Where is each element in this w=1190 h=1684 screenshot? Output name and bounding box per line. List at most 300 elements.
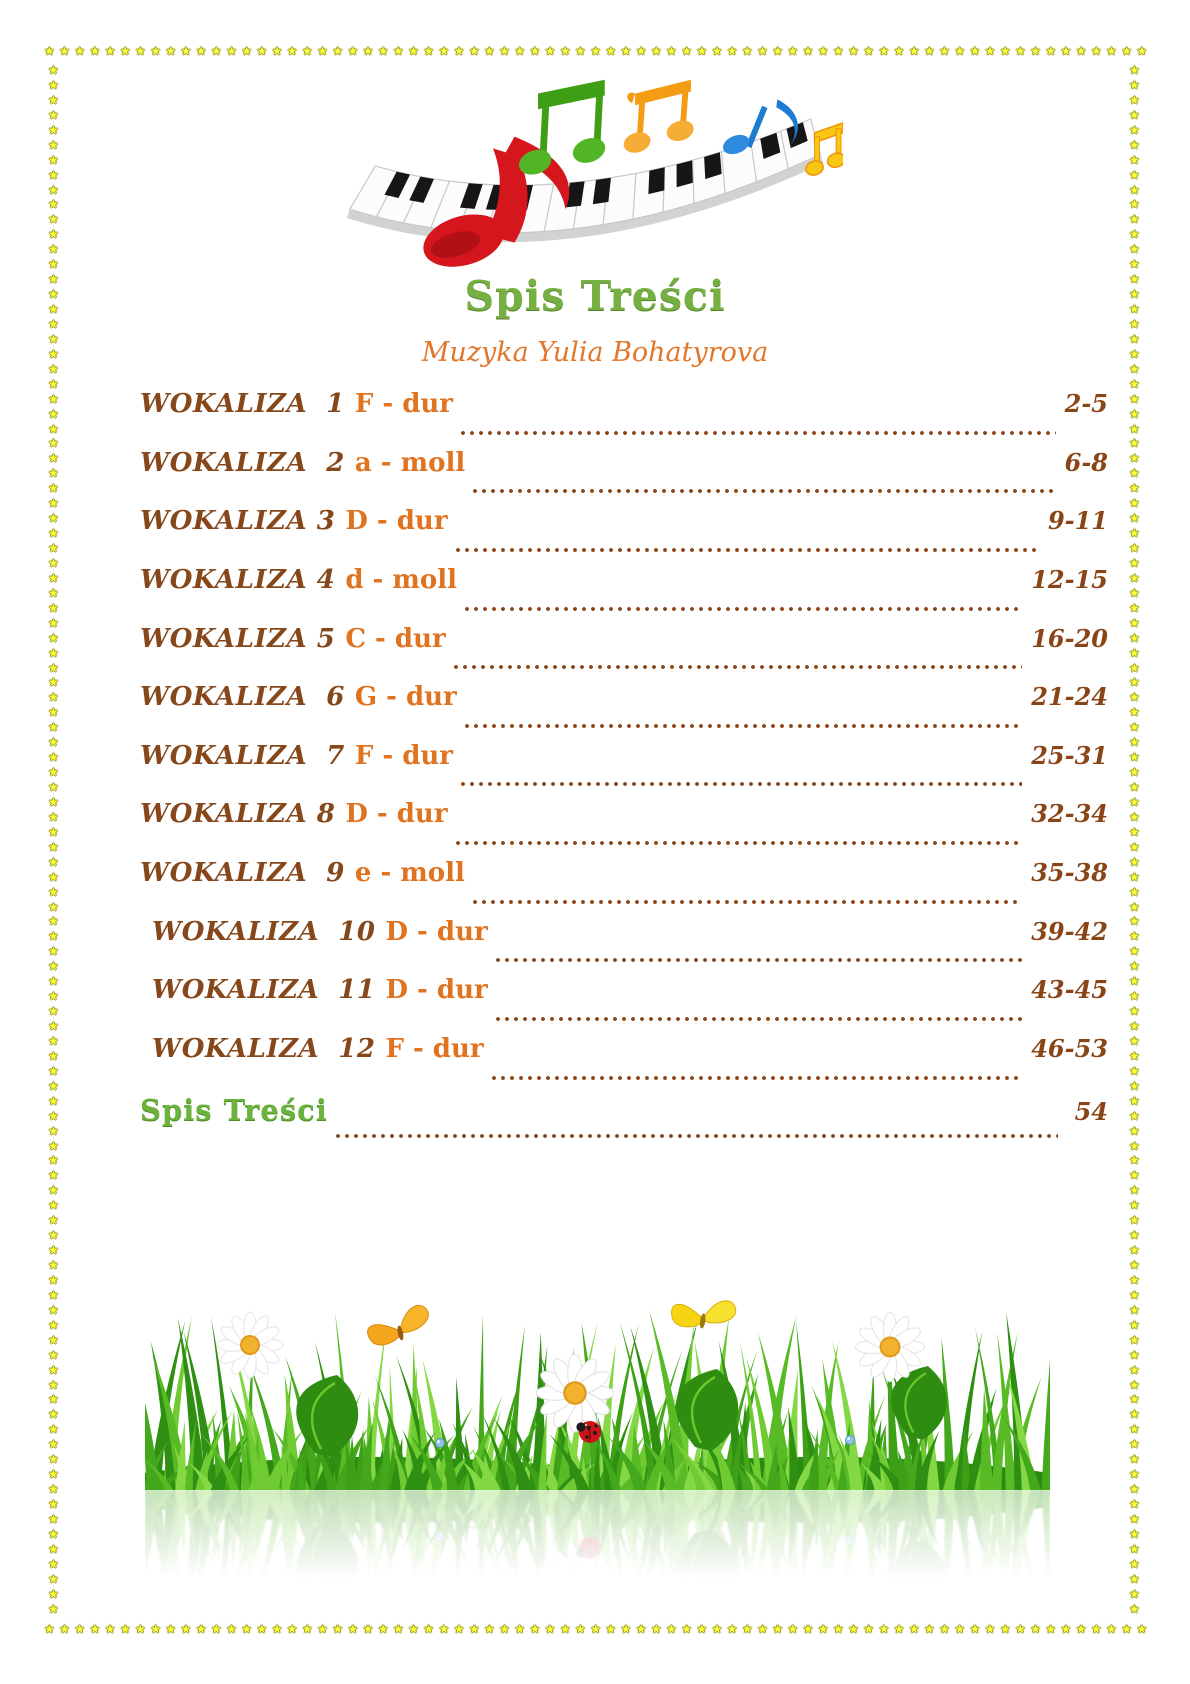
toc-entry-key: e - moll [354, 858, 465, 889]
toc-entry-key: d - moll [345, 564, 457, 595]
border-star-icon: ★ [48, 361, 59, 376]
border-star-icon: ★ [1129, 316, 1140, 331]
border-star-icon: ★ [48, 1571, 59, 1586]
border-star-icon: ★ [438, 44, 450, 58]
border-star-icon: ★ [1129, 1048, 1140, 1063]
toc-entry[interactable] [140, 448, 1108, 507]
border-star-icon: ★ [1075, 44, 1087, 58]
border-star-icon: ★ [1129, 272, 1140, 287]
border-star-icon: ★ [48, 959, 59, 974]
border-star-icon: ★ [1129, 92, 1140, 107]
border-star-icon: ★ [1060, 44, 1072, 58]
border-star-icon: ★ [241, 44, 252, 58]
border-star-icon: ★ [423, 44, 435, 58]
border-star-icon: ★ [1129, 1497, 1140, 1511]
border-star-icon: ★ [119, 44, 131, 58]
border-star-icon: ★ [48, 555, 59, 570]
toc-entry[interactable] [140, 1093, 1108, 1152]
border-star-icon: ★ [48, 257, 59, 272]
border-star-icon: ★ [256, 1622, 268, 1636]
border-star-icon: ★ [893, 44, 905, 58]
border-star-icon: ★ [48, 884, 59, 899]
border-star-icon: ★ [48, 839, 59, 854]
border-star-icon: ★ [286, 44, 298, 58]
border-star-icon: ★ [1129, 1556, 1140, 1571]
toc-entry-pages: 9-11 [1047, 506, 1108, 536]
border-star-icon: ★ [1075, 1622, 1087, 1636]
border-star-icon: ★ [772, 1622, 784, 1636]
border-star-icon: ★ [1129, 854, 1140, 869]
border-star-icon: ★ [48, 1452, 59, 1467]
border-star-icon: ★ [1129, 720, 1140, 735]
border-star-icon: ★ [1030, 1622, 1041, 1636]
border-star-icon: ★ [1129, 1019, 1140, 1033]
border-star-icon: ★ [48, 809, 59, 824]
toc-entry[interactable] [140, 917, 1108, 976]
border-star-icon: ★ [48, 1198, 59, 1213]
border-star-icon: ★ [48, 630, 59, 645]
border-star-icon: ★ [1136, 44, 1148, 58]
toc-entry-name: WOKALIZA 9 [140, 858, 345, 889]
toc-entry-pages: 16-20 [1031, 623, 1108, 653]
toc-entry-pages: 6-8 [1064, 447, 1108, 477]
border-star-icon: ★ [1129, 1467, 1140, 1482]
border-star-icon: ★ [1129, 750, 1140, 765]
border-star-icon: ★ [1129, 1004, 1140, 1019]
border-star-icon: ★ [1129, 660, 1140, 675]
toc-dotted-leader [494, 954, 1023, 966]
border-star-icon: ★ [1129, 824, 1140, 839]
border-star-icon: ★ [48, 1272, 59, 1287]
border-star-icon: ★ [48, 780, 59, 794]
border-star-icon: ★ [48, 1482, 59, 1497]
border-star-icon: ★ [48, 167, 59, 182]
toc-entry[interactable] [140, 682, 1108, 741]
border-star-icon: ★ [195, 1622, 207, 1636]
border-star-icon: ★ [438, 1622, 450, 1636]
border-star-icon: ★ [1129, 914, 1140, 929]
toc-entry-key: D - dur [385, 975, 488, 1006]
border-star-icon: ★ [317, 44, 328, 58]
border-star-icon: ★ [48, 391, 59, 406]
border-star-icon: ★ [1129, 1437, 1140, 1452]
border-star-icon: ★ [48, 1511, 59, 1526]
border-star-icon: ★ [48, 690, 59, 705]
border-star-icon: ★ [48, 526, 59, 541]
border-star-icon: ★ [48, 466, 59, 481]
ladybug-icon [576, 1537, 601, 1559]
border-star-icon: ★ [48, 1063, 59, 1078]
toc-entry[interactable] [140, 624, 1108, 683]
border-star-icon: ★ [362, 44, 374, 58]
border-star-icon: ★ [271, 1622, 283, 1636]
border-star-icon: ★ [529, 44, 541, 58]
border-star-icon: ★ [939, 44, 950, 58]
border-star-icon: ★ [48, 197, 59, 212]
border-star-icon: ★ [681, 1622, 692, 1636]
border-star-icon: ★ [544, 44, 556, 58]
border-star-icon: ★ [772, 44, 784, 58]
border-star-icon: ★ [165, 44, 177, 58]
leaf-icon [891, 1540, 947, 1598]
toc-entry-name: WOKALIZA 6 [140, 682, 345, 713]
border-star-icon: ★ [1060, 1622, 1072, 1636]
green-note-icon [515, 80, 608, 179]
border-star-icon: ★ [832, 44, 844, 58]
border-star-icon: ★ [1129, 1228, 1140, 1243]
border-star-icon: ★ [681, 44, 692, 58]
border-star-icon: ★ [317, 1622, 328, 1636]
border-star-icon: ★ [48, 1377, 59, 1392]
border-star-icon: ★ [741, 44, 753, 58]
dewdrop-icon [436, 1533, 445, 1542]
border-star-icon: ★ [590, 44, 601, 58]
border-star-icon: ★ [48, 899, 59, 914]
border-star-icon: ★ [1129, 227, 1140, 242]
border-star-icon: ★ [1129, 182, 1140, 197]
border-star-icon: ★ [666, 1622, 677, 1636]
border-star-icon: ★ [226, 1622, 237, 1636]
border-star-icon: ★ [1129, 1168, 1140, 1183]
border-star-icon: ★ [48, 735, 59, 750]
border-star-icon: ★ [48, 914, 59, 929]
border-star-icon: ★ [620, 1622, 632, 1636]
toc-entry-name: WOKALIZA 7 [140, 740, 345, 771]
border-star-icon: ★ [1129, 645, 1140, 660]
border-star-icon: ★ [620, 44, 632, 58]
border-star-icon: ★ [48, 824, 59, 839]
toc-dotted-leader [490, 1072, 1023, 1084]
border-star-icon: ★ [1015, 1622, 1026, 1636]
border-star-icon: ★ [1129, 1108, 1140, 1123]
border-star-icon: ★ [347, 1622, 359, 1636]
toc-entry-name: WOKALIZA 1 [140, 389, 345, 419]
border-star-icon: ★ [1129, 1347, 1140, 1362]
toc-entry-pages: 35-38 [1031, 858, 1108, 888]
leaf-icon [676, 1529, 738, 1598]
border-star-icon: ★ [48, 376, 59, 391]
toc-dotted-leader [471, 896, 1022, 908]
daisy-flower-icon [217, 1312, 283, 1378]
orange-note-icon [621, 80, 696, 156]
border-star-icon: ★ [48, 481, 59, 496]
border-star-icon: ★ [514, 44, 526, 58]
border-star-icon: ★ [48, 1153, 59, 1168]
toc-entry-name: WOKALIZA 12 [152, 1034, 376, 1065]
star-border-bottom [44, 1623, 1148, 1639]
ladybug-icon [576, 1421, 601, 1443]
toc-entry-key: F - dur [354, 740, 453, 771]
page-title: Spis Treści [464, 272, 726, 320]
border-star-icon: ★ [1129, 1422, 1140, 1437]
border-star-icon: ★ [1129, 600, 1140, 615]
border-star-icon: ★ [104, 44, 116, 58]
border-star-icon: ★ [377, 44, 389, 58]
grass-illustration-icon [145, 1285, 1050, 1490]
border-star-icon: ★ [1129, 1362, 1140, 1377]
border-star-icon: ★ [48, 1108, 59, 1123]
toc-entry-pages: 46-53 [1031, 1034, 1108, 1064]
border-star-icon: ★ [48, 765, 59, 780]
border-star-icon: ★ [1129, 1153, 1140, 1168]
border-star-icon: ★ [483, 44, 495, 58]
border-star-icon: ★ [48, 854, 59, 869]
border-star-icon: ★ [1129, 780, 1140, 794]
border-star-icon: ★ [48, 406, 59, 421]
border-star-icon: ★ [210, 1622, 222, 1636]
toc-entry-name: WOKALIZA 8 [140, 799, 336, 830]
border-star-icon: ★ [757, 1622, 768, 1636]
border-star-icon: ★ [332, 1622, 344, 1636]
border-star-icon: ★ [878, 1622, 890, 1636]
piano-keyboard-illustration [338, 70, 843, 270]
border-star-icon: ★ [1129, 869, 1140, 884]
border-star-icon: ★ [48, 346, 59, 361]
border-star-icon: ★ [48, 1437, 59, 1452]
toc-entry-name: WOKALIZA 10 [152, 916, 376, 947]
border-star-icon: ★ [332, 44, 344, 58]
grass-footer-illustration [145, 1285, 1050, 1490]
border-star-icon: ★ [48, 869, 59, 884]
border-star-icon: ★ [1129, 615, 1140, 630]
border-star-icon: ★ [89, 44, 101, 58]
butterfly-icon [670, 1293, 737, 1333]
border-star-icon: ★ [1045, 1622, 1057, 1636]
toc-entry-key: G - dur [354, 682, 457, 713]
toc-entry[interactable] [140, 741, 1108, 800]
border-star-icon: ★ [666, 44, 677, 58]
border-star-icon: ★ [48, 421, 59, 436]
border-star-icon: ★ [48, 122, 59, 137]
border-star-icon: ★ [1129, 1183, 1140, 1198]
toc-entry[interactable] [140, 975, 1108, 1034]
border-star-icon: ★ [1129, 421, 1140, 436]
border-star-icon: ★ [817, 1622, 829, 1636]
border-star-icon: ★ [48, 1407, 59, 1422]
border-star-icon: ★ [1129, 1063, 1140, 1078]
toc-entry-pages: 2-5 [1064, 389, 1108, 418]
border-star-icon: ★ [954, 1622, 966, 1636]
border-star-icon: ★ [999, 44, 1011, 58]
border-star-icon: ★ [757, 44, 768, 58]
border-star-icon: ★ [787, 44, 799, 58]
border-star-icon: ★ [48, 331, 59, 346]
border-star-icon: ★ [635, 1622, 647, 1636]
border-star-icon: ★ [1129, 63, 1140, 77]
butterfly-icon [364, 1304, 433, 1348]
border-star-icon: ★ [1129, 675, 1140, 690]
border-star-icon: ★ [984, 44, 996, 58]
toc-entry[interactable] [140, 1034, 1108, 1093]
toc-entry[interactable] [140, 506, 1108, 565]
border-star-icon: ★ [1129, 944, 1140, 959]
border-star-icon: ★ [1129, 1093, 1140, 1108]
border-star-icon: ★ [1129, 899, 1140, 914]
border-star-icon: ★ [48, 600, 59, 615]
border-star-icon: ★ [1129, 1198, 1140, 1213]
border-star-icon: ★ [408, 44, 419, 58]
border-star-icon: ★ [1129, 1287, 1140, 1302]
border-star-icon: ★ [1129, 361, 1140, 376]
border-star-icon: ★ [1090, 44, 1102, 58]
border-star-icon: ★ [347, 44, 359, 58]
border-star-icon: ★ [1129, 929, 1140, 944]
border-star-icon: ★ [1129, 1511, 1140, 1526]
border-star-icon: ★ [48, 137, 59, 152]
border-star-icon: ★ [954, 44, 966, 58]
border-star-icon: ★ [226, 44, 237, 58]
border-star-icon: ★ [377, 1622, 389, 1636]
toc-entry[interactable] [140, 858, 1108, 917]
border-star-icon: ★ [48, 750, 59, 765]
border-star-icon: ★ [1129, 1078, 1140, 1093]
border-star-icon: ★ [1129, 152, 1140, 167]
border-star-icon: ★ [1129, 630, 1140, 645]
border-star-icon: ★ [1129, 331, 1140, 346]
toc-entry-key: F - dur [354, 389, 453, 419]
border-star-icon: ★ [1129, 765, 1140, 780]
border-star-icon: ★ [499, 44, 510, 58]
border-star-icon: ★ [1129, 526, 1140, 541]
border-star-icon: ★ [802, 44, 814, 58]
border-star-icon: ★ [48, 1526, 59, 1541]
border-star-icon: ★ [1129, 1258, 1140, 1272]
border-star-icon: ★ [1106, 44, 1117, 58]
border-star-icon: ★ [392, 1622, 404, 1636]
border-star-icon: ★ [468, 1622, 480, 1636]
border-star-icon: ★ [984, 1622, 996, 1636]
border-star-icon: ★ [1129, 1317, 1140, 1332]
border-star-icon: ★ [48, 1243, 59, 1258]
border-star-icon: ★ [1129, 1571, 1140, 1586]
border-star-icon: ★ [59, 1622, 70, 1636]
border-star-icon: ★ [1129, 884, 1140, 899]
border-star-icon: ★ [48, 1033, 59, 1048]
border-star-icon: ★ [150, 1622, 161, 1636]
toc-entry-pages: 12-15 [1031, 564, 1108, 594]
toc-entry-key: D - dur [345, 506, 448, 537]
border-star-icon: ★ [696, 44, 708, 58]
border-star-icon: ★ [1129, 137, 1140, 152]
border-star-icon: ★ [848, 44, 859, 58]
daisy-flower-icon [536, 1548, 614, 1598]
daisy-flower-icon [536, 1354, 614, 1432]
border-star-icon: ★ [1129, 1272, 1140, 1287]
border-star-icon: ★ [1129, 436, 1140, 451]
border-star-icon: ★ [605, 44, 617, 58]
border-star-icon: ★ [180, 1622, 192, 1636]
border-star-icon: ★ [1136, 1622, 1148, 1636]
border-star-icon: ★ [1129, 511, 1140, 526]
border-star-icon: ★ [48, 436, 59, 451]
toc-entry[interactable] [140, 799, 1108, 858]
border-star-icon: ★ [48, 705, 59, 720]
border-star-icon: ★ [408, 1622, 419, 1636]
toc-entry-name: WOKALIZA 11 [152, 975, 376, 1006]
toc-entry-key: a - moll [354, 447, 466, 478]
border-star-icon: ★ [256, 44, 268, 58]
border-star-icon: ★ [271, 44, 283, 58]
border-star-icon: ★ [1129, 705, 1140, 720]
border-star-icon: ★ [1129, 735, 1140, 750]
toc-entry-name: WOKALIZA 2 [140, 447, 345, 478]
border-star-icon: ★ [1129, 257, 1140, 272]
border-star-icon: ★ [48, 451, 59, 466]
border-star-icon: ★ [48, 1287, 59, 1302]
border-star-icon: ★ [802, 1622, 814, 1636]
page-subtitle: Muzyka Yulia Bohatyrova [421, 337, 769, 368]
border-star-icon: ★ [1129, 287, 1140, 302]
border-star-icon: ★ [453, 1622, 465, 1636]
border-star-icon: ★ [1129, 451, 1140, 466]
border-star-icon: ★ [1129, 1392, 1140, 1407]
border-star-icon: ★ [1129, 839, 1140, 854]
border-star-icon: ★ [650, 1622, 662, 1636]
border-star-icon: ★ [969, 1622, 981, 1636]
border-star-icon: ★ [48, 1228, 59, 1243]
border-star-icon: ★ [48, 1586, 59, 1601]
border-star-icon: ★ [1129, 466, 1140, 481]
border-star-icon: ★ [1129, 1377, 1140, 1392]
border-star-icon: ★ [741, 1622, 753, 1636]
border-star-icon: ★ [423, 1622, 435, 1636]
toc-dotted-leader [334, 1130, 1058, 1142]
border-star-icon: ★ [1129, 212, 1140, 227]
border-star-icon: ★ [1015, 44, 1026, 58]
border-star-icon: ★ [48, 645, 59, 660]
border-star-icon: ★ [135, 1622, 146, 1636]
border-star-icon: ★ [1129, 555, 1140, 570]
toc-entry-pages: 32-34 [1031, 799, 1108, 829]
border-star-icon: ★ [575, 1622, 586, 1636]
toc-entry-key: D - dur [345, 799, 448, 830]
toc-entry-pages: 25-31 [1031, 740, 1108, 770]
border-star-icon: ★ [908, 1622, 920, 1636]
border-star-icon: ★ [696, 1622, 708, 1636]
border-star-icon: ★ [1129, 197, 1140, 212]
border-star-icon: ★ [74, 44, 86, 58]
border-star-icon: ★ [48, 794, 59, 809]
border-star-icon: ★ [559, 44, 571, 58]
border-star-icon: ★ [1129, 570, 1140, 585]
border-star-icon: ★ [1129, 1213, 1140, 1228]
border-star-icon: ★ [923, 1622, 935, 1636]
border-star-icon: ★ [1129, 1123, 1140, 1138]
border-star-icon: ★ [635, 44, 647, 58]
border-star-icon: ★ [74, 1622, 86, 1636]
toc-entry[interactable] [140, 389, 1108, 448]
toc-dotted-leader [459, 778, 1022, 790]
border-star-icon: ★ [1129, 1407, 1140, 1422]
border-star-icon: ★ [48, 1048, 59, 1063]
border-star-icon: ★ [1129, 1526, 1140, 1541]
border-star-icon: ★ [832, 1622, 844, 1636]
border-star-icon: ★ [590, 1622, 601, 1636]
border-star-icon: ★ [908, 44, 920, 58]
border-star-icon: ★ [48, 1258, 59, 1272]
border-star-icon: ★ [1129, 541, 1140, 555]
border-star-icon: ★ [48, 989, 59, 1004]
border-star-icon: ★ [48, 227, 59, 242]
border-star-icon: ★ [48, 302, 59, 316]
border-star-icon: ★ [210, 44, 222, 58]
border-star-icon: ★ [848, 1622, 859, 1636]
border-star-icon: ★ [559, 1622, 571, 1636]
toc-entry[interactable] [140, 565, 1108, 624]
border-star-icon: ★ [48, 1317, 59, 1332]
border-star-icon: ★ [726, 44, 738, 58]
grass-reflection [145, 1490, 1050, 1598]
